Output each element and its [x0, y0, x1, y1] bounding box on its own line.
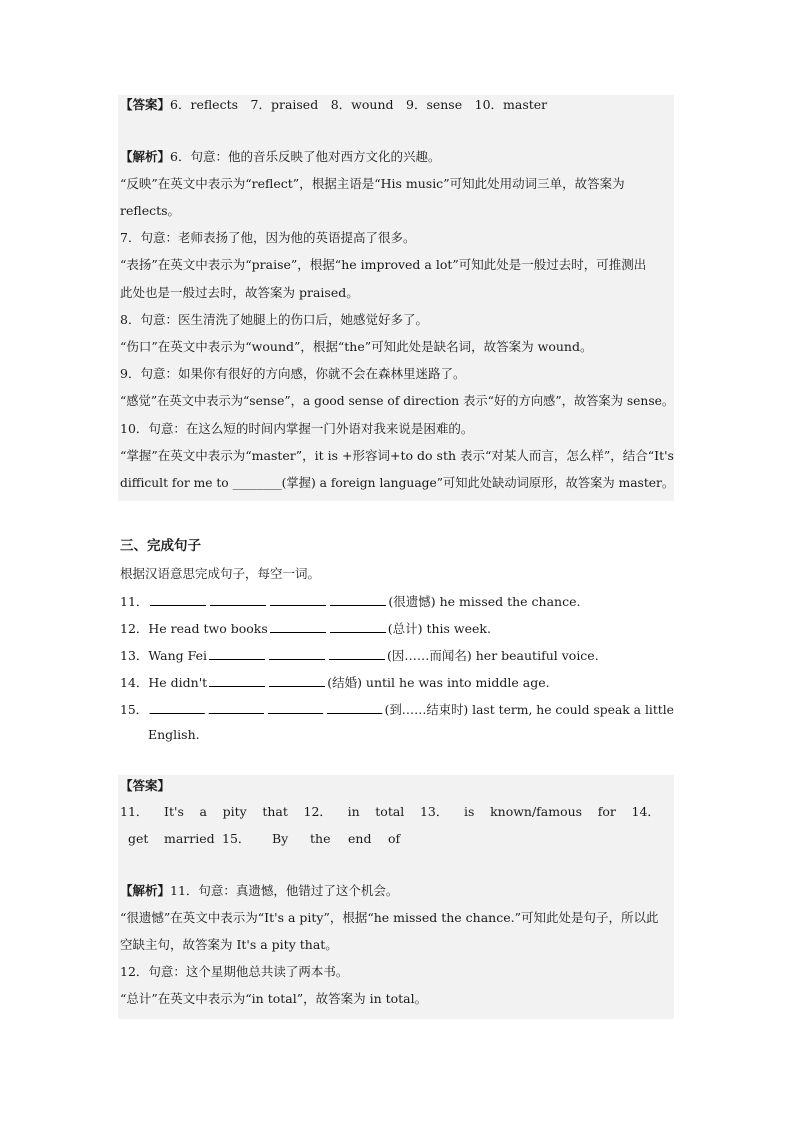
question-text: (因……而闻名) her beautiful voice.	[387, 648, 599, 663]
answer-token: in	[347, 804, 360, 819]
answer-label: 【答案】	[120, 97, 171, 112]
answer-token: 12．	[303, 804, 332, 819]
analysis-2-line-4: “总计”在英文中表示为“in total”，故答案为 in total。	[120, 991, 428, 1006]
answer-2-row-2	[128, 830, 400, 848]
answer-token: end	[348, 831, 372, 846]
answer-1	[120, 96, 547, 114]
answer-token: get	[128, 831, 149, 846]
analysis-1-line-12: difficult for me to ________(掌握) a foreign language”可知此处缺动词原形，故答案为 master。	[120, 475, 675, 490]
answer-token: By	[272, 831, 289, 846]
question-number: 13．	[120, 648, 149, 663]
blank[interactable]	[150, 592, 206, 606]
answer-token: 14．	[631, 804, 660, 819]
analysis-1-line-0	[120, 148, 440, 166]
analysis-1-line-4: “表扬”在英文中表示为“praise”，根据“he improved a lot”可知此处是一般过去时，可推测出	[120, 257, 647, 272]
question-number: 12．	[120, 621, 149, 636]
answer-token: 15．	[222, 831, 251, 846]
analysis-1-line-3: 7．句意：老师表扬了他，因为他的英语提高了很多。	[120, 230, 416, 245]
blank[interactable]	[329, 646, 385, 660]
analysis-label: 【解析】	[120, 149, 171, 164]
analysis-1-line-5: 此处也是一般过去时，故答案为 praised。	[120, 285, 359, 300]
question-11	[120, 592, 580, 611]
blank[interactable]	[209, 646, 265, 660]
answer-token: married	[164, 831, 215, 846]
answer-token: pity	[222, 804, 247, 819]
analysis-text: 6．句意：他的音乐反映了他对西方文化的兴趣。	[170, 149, 441, 164]
answer-token: 11．	[120, 804, 149, 819]
answer-token: known/famous	[490, 804, 583, 819]
answer-token: a	[199, 804, 207, 819]
answer-2-row-1	[120, 803, 660, 821]
analysis-text: 11．句意：真遗憾，他错过了这个机会。	[170, 883, 399, 898]
question-text: (到……结束时) last term, he could speak a little	[384, 702, 674, 717]
question-15	[120, 700, 674, 719]
analysis-label: 【解析】	[120, 883, 171, 898]
blank[interactable]	[209, 673, 265, 687]
question-number: 15．	[120, 702, 149, 717]
question-13	[120, 646, 599, 665]
analysis-1-line-7: “伤口”在英文中表示为“wound”，根据“the”可知此处是缺名词，故答案为 wound。	[120, 339, 593, 354]
question-12	[120, 619, 491, 638]
answer-token: is	[464, 804, 475, 819]
question-number: 11．	[120, 594, 149, 609]
question-text: He read two books	[148, 621, 268, 636]
analysis-2-line-3: 12．句意：这个星期他总共读了两本书。	[120, 964, 349, 979]
blank[interactable]	[330, 592, 386, 606]
analysis-1-line-9: “感觉”在英文中表示为“sense”，a good sense of direction 表示“好的方向感”，故答案为 sense。	[120, 393, 675, 408]
blank[interactable]	[327, 700, 382, 714]
question-text: Wang Fei	[148, 648, 208, 663]
analysis-2-line-1: “很遗憾”在英文中表示为“It's a pity”，根据“he missed the chance.”可知此处是句子，所以此	[120, 910, 659, 925]
analysis-2-line-2: 空缺主句，故答案为 It's a pity that。	[120, 937, 338, 952]
answer-label: 【答案】	[120, 778, 171, 793]
answer-token: for	[597, 804, 616, 819]
question-text: (结婚) until he was into middle age.	[327, 675, 550, 690]
section-title: 三、完成句子	[120, 538, 201, 554]
section-instruction: 根据汉语意思完成句子，每空一词。	[120, 566, 321, 581]
blank[interactable]	[209, 700, 264, 714]
blank[interactable]	[150, 700, 205, 714]
question-15-continuation: English.	[148, 727, 200, 742]
answer-token: total	[375, 804, 405, 819]
blank[interactable]	[269, 646, 325, 660]
analysis-2-line-0	[120, 882, 398, 900]
analysis-1-line-8: 9．句意：如果你有很好的方向感，你就不会在森林里迷路了。	[120, 366, 466, 381]
question-text: He didn't	[148, 675, 208, 690]
answer-token: 13．	[419, 804, 449, 819]
analysis-1-line-11: “掌握”在英文中表示为“master”，it is +形容词+to do sth 表示“对某人而言，怎么样”，结合“It's	[120, 448, 674, 463]
analysis-1-line-6: 8．句意：医生清洗了她腿上的伤口后，她感觉好多了。	[120, 312, 428, 327]
analysis-1-line-2: reflects。	[120, 203, 181, 218]
blank[interactable]	[270, 619, 326, 633]
answer-text: 6．reflects 7．praised 8．wound 9．sense 10．master	[170, 97, 548, 112]
question-text: (总计) this week.	[387, 621, 491, 636]
blank[interactable]	[268, 700, 323, 714]
blank[interactable]	[210, 592, 266, 606]
blank[interactable]	[270, 592, 326, 606]
question-number: 14．	[120, 675, 149, 690]
answer-token: of	[388, 831, 401, 846]
answer-token: that	[262, 804, 288, 819]
answer-token: It's	[164, 804, 184, 819]
answer-token: the	[310, 831, 331, 846]
analysis-1-line-10: 10．句意：在这么短的时间内掌握一门外语对我来说是困难的。	[120, 421, 474, 436]
question-14	[120, 673, 550, 692]
analysis-1-line-1: “反映”在英文中表示为“reflect”，根据主语是“His music”可知此处用动词三单，故答案为	[120, 176, 625, 191]
question-text: (很遗憾) he missed the chance.	[388, 594, 581, 609]
blank[interactable]	[269, 673, 325, 687]
blank[interactable]	[330, 619, 386, 633]
